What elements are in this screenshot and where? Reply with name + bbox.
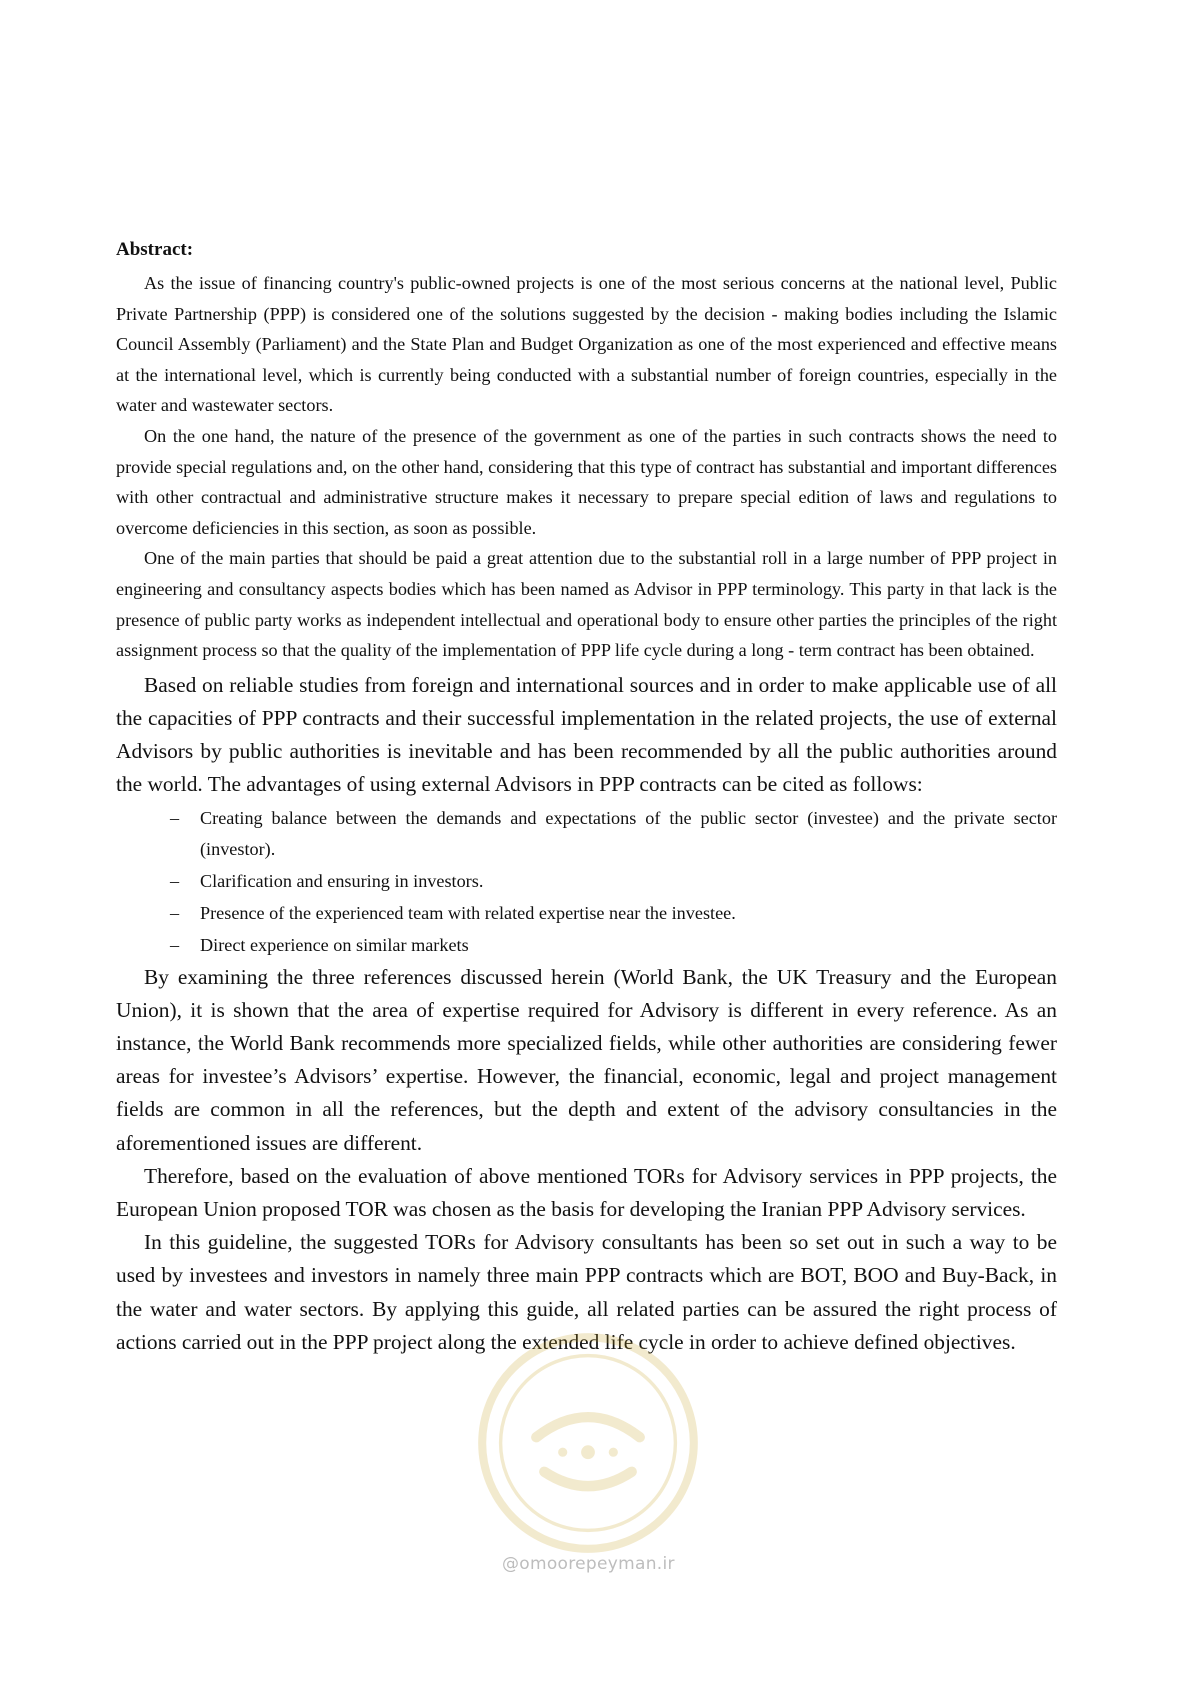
abstract-paragraph-2: On the one hand, the nature of the presence of the government as one of the parties in such contracts shows the need to provide special regulations and, on the other hand, considering that this type of contract has substantial and important differences with other contractual and administrative structure makes it necessary to prepare special edition of laws and regulations to overcome deficiencies in this section, as soon as possible. [116, 425, 1057, 538]
abstract-paragraph-6: Therefore, based on the evaluation of above mentioned TORs for Advisory services in PPP projects, the European Union proposed TOR was chosen as the basis for developing the Iranian PPP Advisory services. [116, 1163, 1057, 1221]
list-item [170, 803, 1057, 865]
abstract-paragraph-5: By examining the three references discussed herein (World Bank, the UK Treasury and the European Union), it is shown that the area of expertise required for Advisory is different in every reference. As an instance, the World Bank recommends more specialized fields, while other authorities are considering fewer areas for investee’s Advisors’ expertise. However, the financial, economic, legal and project management fields are common in all the references, but the depth and extent of the advisory consultancies in the aforementioned issues are different. [116, 964, 1057, 1155]
list-item-text: Clarification and ensuring in investors. [200, 870, 484, 891]
list-item-text: Creating balance between the demands and expectations of the public sector (investee) and the private sector (investor). [200, 807, 1057, 859]
abstract-section [116, 239, 1057, 1359]
advantages-list [116, 803, 1057, 961]
dash-bullet-icon: – [170, 870, 180, 891]
list-item [170, 929, 1057, 961]
list-item-text: Presence of the experienced team with related expertise near the investee. [200, 902, 736, 923]
abstract-paragraph-3: One of the main parties that should be paid a great attention due to the substantial roll in a large number of PPP project in engineering and consultancy aspects bodies which has been named as Advisor in PPP terminology. This party in that lack is the presence of public party works as independent intellectual and operational body to ensure other parties the principles of the right assignment process so that the quality of the implementation of PPP life cycle during a long - term contract has been obtained. [116, 548, 1057, 661]
abstract-paragraph-7: In this guideline, the suggested TORs for Advisory consultants has been so set out in such a way to be used by investees and investors in namely three main PPP contracts which are BOT, BOO and Buy-Back, in the water and water sectors. By applying this guide, all related parties can be assured the right process of actions carried out in the PPP project along the extended life cycle in order to achieve defined objectives. [116, 1230, 1057, 1354]
list-item [170, 897, 1057, 929]
abstract-heading: Abstract: [116, 239, 194, 260]
abstract-paragraph-1: As the issue of financing country's public-owned projects is one of the most serious concerns at the national level, Public Private Partnership (PPP) is considered one of the solutions suggested by the decision - making bodies including the Islamic Council Assembly (Parliament) and the State Plan and Budget Organization as one of the most experienced and effective means at the international level, which is currently being conducted with a substantial number of foreign countries, especially in the water and wastewater sectors. [116, 273, 1057, 416]
list-item-text: Direct experience on similar markets [200, 934, 469, 955]
dash-bullet-icon: – [170, 902, 180, 923]
dash-bullet-icon: – [170, 934, 180, 955]
watermark-text: @omoorepeyman.ir [502, 1554, 675, 1574]
dash-bullet-icon: – [170, 807, 180, 828]
abstract-paragraph-4: Based on reliable studies from foreign and international sources and in order to make applicable use of all the capacities of PPP contracts and their successful implementation in the related projects, the use of external Advisors by public authorities is inevitable and has been recommended by all the public authorities around the world. The advantages of using external Advisors in PPP contracts can be cited as follows: [116, 672, 1057, 797]
list-item [170, 865, 1057, 897]
seal-watermark-icon [473, 1328, 703, 1558]
